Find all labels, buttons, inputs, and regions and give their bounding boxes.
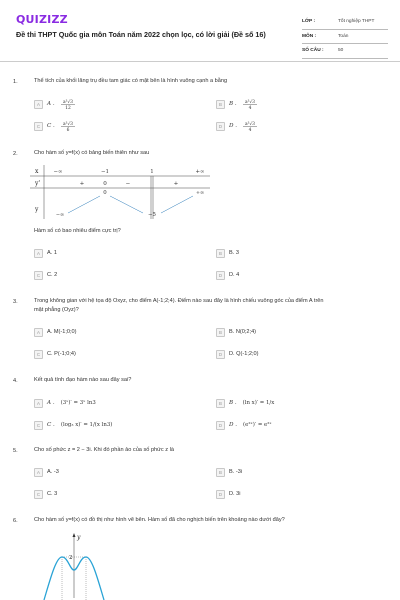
option-2c[interactable] xyxy=(34,270,57,280)
option-1b[interactable] xyxy=(216,99,259,109)
option-letter-box: A xyxy=(34,399,43,408)
table-x-value: −1 xyxy=(101,169,109,175)
option-letter-box: D xyxy=(216,350,225,359)
question-text: Trong không gian với hệ tọa độ Oxyz, cho điểm A(-1;2;4). Điểm nào sau đây là hình chiếu vuông góc của điểm A trên xyxy=(34,298,324,304)
fraction-a3-sqrt3-over-4 xyxy=(241,98,259,110)
option-letter-box: A xyxy=(34,328,43,337)
option-letter-box: C xyxy=(34,271,43,280)
svg-text:a³√3: a³√3 xyxy=(62,100,73,105)
arrow-up xyxy=(68,196,100,213)
option-3a[interactable] xyxy=(34,327,77,337)
option-label: A. 1 xyxy=(47,250,57,256)
table-y-value: +∞ xyxy=(195,190,205,196)
option-label: D. Q(-1;2;0) xyxy=(229,351,259,357)
meta-row-subject xyxy=(302,30,388,45)
option-label: C . xyxy=(47,422,55,428)
option-2a[interactable] xyxy=(34,248,57,258)
option-label: D. 4 xyxy=(229,272,240,278)
question-number: 5. xyxy=(13,448,18,454)
option-label: B. -3i xyxy=(229,469,243,475)
table-x-value: +∞ xyxy=(195,169,205,175)
svg-text:a³√3: a³√3 xyxy=(245,122,256,127)
option-5c[interactable] xyxy=(34,489,57,499)
meta-key: SỐ CÂU : xyxy=(302,48,324,54)
graph-y-tick: 2 xyxy=(69,555,73,561)
option-label: B . xyxy=(229,400,237,406)
option-label: D. 3i xyxy=(229,491,241,497)
graph-y-axis-label: y xyxy=(77,534,81,541)
arrow-down xyxy=(110,196,143,213)
svg-text:a³√3: a³√3 xyxy=(244,100,255,105)
table-y-value: −5 xyxy=(148,212,156,218)
table-x-value: −∞ xyxy=(53,169,63,175)
table-sign: 0 xyxy=(103,181,107,187)
svg-text:6: 6 xyxy=(66,128,70,132)
table-y-value: 0 xyxy=(103,190,107,196)
option-label: C. 2 xyxy=(47,272,58,278)
option-1c[interactable] xyxy=(34,121,77,131)
option-letter-box: C xyxy=(34,350,43,359)
option-1a[interactable] xyxy=(34,99,77,109)
option-letter-box: D xyxy=(216,490,225,499)
option-letter-box: B xyxy=(216,100,225,109)
question-number: 1. xyxy=(13,79,18,85)
option-3b[interactable] xyxy=(216,327,256,337)
option-label: C. P(-1;0;4) xyxy=(47,351,76,357)
option-2b[interactable] xyxy=(216,248,239,258)
table-yprime-label: y' xyxy=(35,180,41,187)
option-letter-box: D xyxy=(216,122,225,131)
option-letter-box: C xyxy=(34,421,43,430)
option-math: (ln x)′ = 1/x xyxy=(242,400,275,406)
option-letter-box: A xyxy=(34,468,43,477)
svg-text:12: 12 xyxy=(64,106,71,110)
option-label: C . xyxy=(47,123,55,129)
variation-table xyxy=(30,163,210,221)
fraction-a3-sqrt3-over-6 xyxy=(59,120,77,132)
option-label: D . xyxy=(229,422,238,428)
option-label: D . xyxy=(229,123,238,129)
table-sign: + xyxy=(173,181,179,187)
question-text: Cho số phức z = 2 − 3i. Khi đó phần ảo của số phức z là xyxy=(34,447,174,453)
option-4b[interactable] xyxy=(216,398,274,408)
option-letter-box: C xyxy=(34,490,43,499)
option-letter-box: C xyxy=(34,122,43,131)
option-5d[interactable] xyxy=(216,489,241,499)
option-math: (e²ˣ)′ = e²ˣ xyxy=(243,422,272,428)
option-4d[interactable] xyxy=(216,420,272,430)
meta-key: MÔN : xyxy=(302,33,317,39)
fraction-a3-sqrt3-over-4 xyxy=(241,120,259,132)
meta-row-count xyxy=(302,44,388,59)
option-letter-box: A xyxy=(34,249,43,258)
option-label: A . xyxy=(47,101,55,107)
quizizz-logo: QUIZIZZ xyxy=(16,13,68,26)
document-title: Đề thi THPT Quốc gia môn Toán năm 2022 chọn lọc, có lời giải (Đề số 16) xyxy=(16,30,266,39)
option-letter-box: D xyxy=(216,271,225,280)
option-math: (3ˣ)′ = 3ˣ ln3 xyxy=(60,400,96,406)
option-1d[interactable] xyxy=(216,121,259,131)
svg-text:a³√3: a³√3 xyxy=(62,122,73,127)
question-number: 3. xyxy=(13,299,18,305)
option-5b[interactable] xyxy=(216,467,242,477)
meta-row-class xyxy=(302,15,388,30)
option-letter-box: D xyxy=(216,421,225,430)
option-label: A. M(-1;0;0) xyxy=(47,329,77,335)
option-label: B. N(0;2;4) xyxy=(229,329,257,335)
table-y-value: −∞ xyxy=(55,212,65,218)
header-divider xyxy=(0,61,400,62)
option-letter-box: B xyxy=(216,468,225,477)
question-number: 4. xyxy=(13,378,18,384)
svg-text:4: 4 xyxy=(248,128,252,132)
option-label: A. -3 xyxy=(47,469,59,475)
question-text: Thể tích của khối lăng trụ đều tam giác có mặt bên là hình vuông cạnh a bằng xyxy=(34,78,228,84)
option-2d[interactable] xyxy=(216,270,239,280)
option-4c[interactable] xyxy=(34,420,112,430)
meta-info xyxy=(302,15,388,59)
option-letter-box: B xyxy=(216,399,225,408)
meta-value: Tốt nghiệp THPT xyxy=(338,19,375,25)
table-x-value: 1 xyxy=(150,169,154,175)
table-sign: + xyxy=(79,181,85,187)
option-label: B. 3 xyxy=(229,250,239,256)
arrow-up xyxy=(161,196,193,213)
option-3c[interactable] xyxy=(34,349,76,359)
question-text-continued: mặt phẳng (Oyz)? xyxy=(34,307,79,313)
option-label: C. 3 xyxy=(47,491,58,497)
fraction-a3-sqrt3-over-12 xyxy=(59,98,77,110)
meta-value: 50 xyxy=(338,48,344,54)
option-letter-box: B xyxy=(216,328,225,337)
option-5a[interactable] xyxy=(34,467,59,477)
option-label: A . xyxy=(47,400,55,406)
option-letter-box: A xyxy=(34,100,43,109)
question-number: 6. xyxy=(13,518,18,524)
option-math: (log₃ x)′ = 1/(x ln3) xyxy=(60,422,113,428)
table-y-label: y xyxy=(35,206,39,213)
option-3d[interactable] xyxy=(216,349,259,359)
option-label: B . xyxy=(229,101,237,107)
question-number: 2. xyxy=(13,151,18,157)
table-sign: − xyxy=(125,181,131,187)
meta-value: Toán xyxy=(338,33,349,39)
option-letter-box: B xyxy=(216,249,225,258)
meta-key: LỚP : xyxy=(302,19,316,25)
question-text: Kết quả tính đạo hàm nào sau đây sai? xyxy=(34,377,132,383)
question-text: Cho hàm số y=f(x) có đồ thị như hình vẽ bên. Hàm số đã cho nghịch biến trên khoảng nào dưới đây? xyxy=(34,517,285,523)
svg-text:4: 4 xyxy=(248,106,252,110)
question-text: Cho hàm số y=f(x) có bảng biến thiên như sau xyxy=(34,150,150,156)
option-4a[interactable] xyxy=(34,398,96,408)
function-graph xyxy=(34,530,114,600)
question-subtext: Hàm số có bao nhiêu điểm cực trị? xyxy=(34,228,121,234)
table-x-label: x xyxy=(35,168,39,175)
